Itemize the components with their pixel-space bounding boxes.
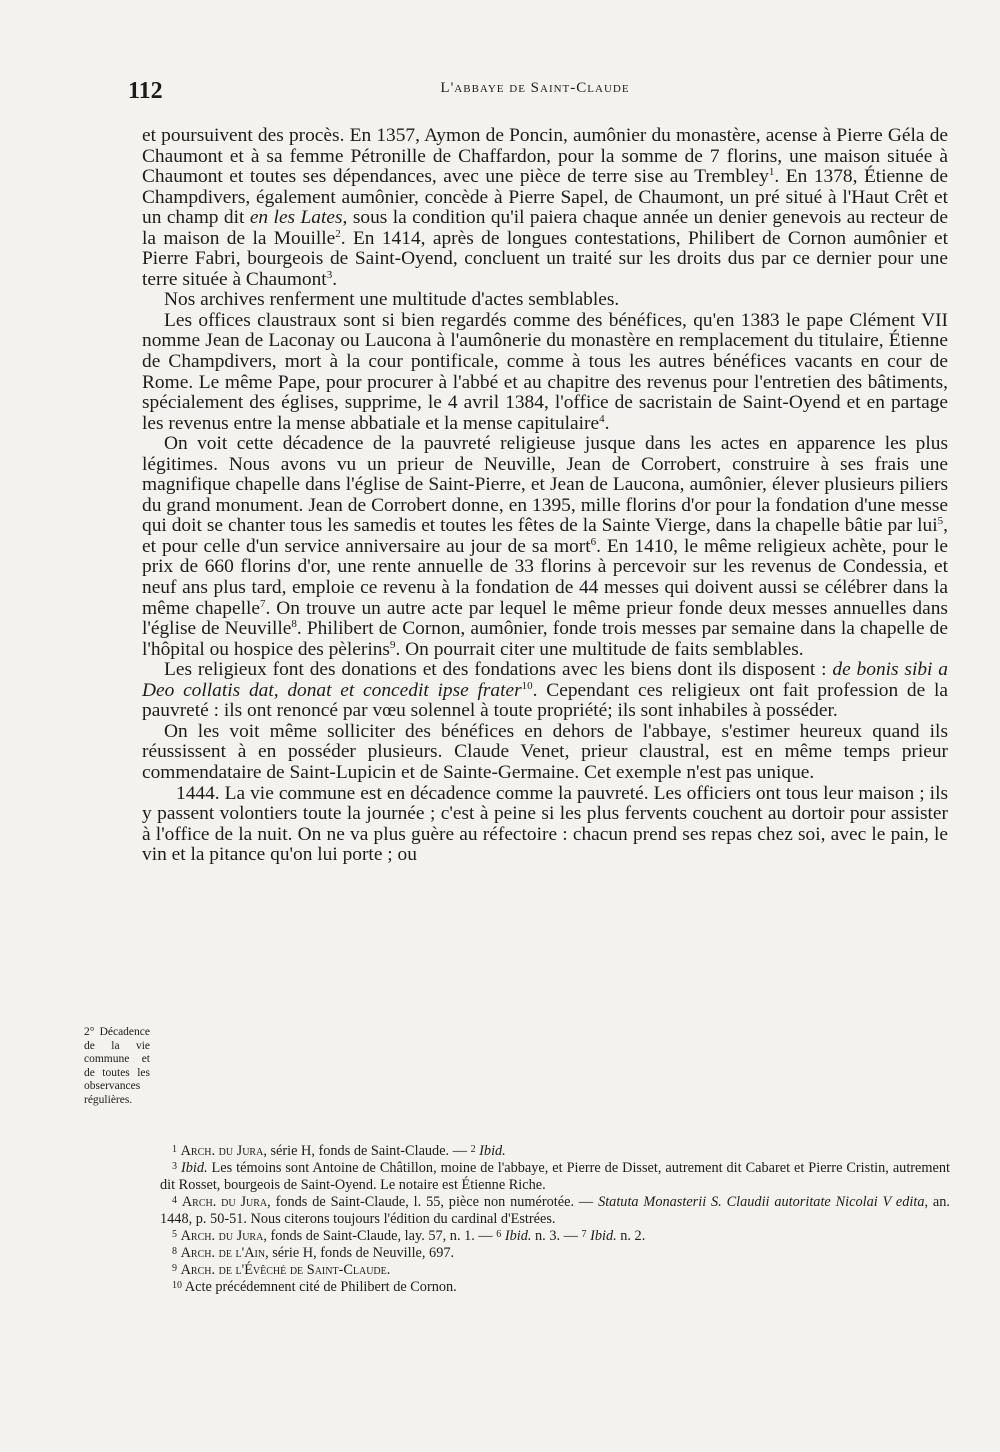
footnote-10-text: Acte précédemnent cité de Philibert de Cornon. [184,1279,457,1295]
footnote-4 [160,1194,950,1228]
footnote-4-title: Statuta Monasterii S. Claudii autoritate Nicolai V edita [598,1194,925,1210]
footnote-ref-8: 8 [291,618,297,631]
footnote-5-number: 5 [172,1229,177,1240]
margin-note: 2° Décadence de la vie commune et de toutes les observances régulières. [84,1026,150,1106]
footnote-7-text: n. 2. [616,1228,646,1244]
footnote-7-ibid: Ibid. [590,1228,617,1244]
footnote-9-number: 9 [172,1263,177,1274]
footnote-5-archive: Arch. du Jura [180,1228,264,1244]
footnote-1-number: 1 [172,1144,177,1155]
footnote-4-text-b: , an. 1448, p. 50-51. Nous citerons toujours l'édition du cardinal d'Estrées. [160,1194,951,1227]
footnote-8-number: 8 [172,1246,177,1257]
footnote-1 [160,1143,950,1160]
footnote-7-number: 7 [581,1229,587,1240]
footnote-10-number: 10 [172,1280,182,1291]
body-text [142,126,948,866]
p4-text-b: , et pour celle d'un service anniversaire au jour de sa mort [142,515,948,557]
p4-text-c: . En 1410, le même religieux achète, pour le prix de 660 florins d'or, une rente annuelle de 33 florins à percevoir sur les revenus de Condessia, et neuf ans plus tard, emploie ce revenu à la fondation de 44 messes qui doivent aussi se célébrer dans la même chapelle [142,535,948,619]
footnote-1-archive: Arch. du Jura [180,1143,264,1159]
p4-text-f: . On pourrait citer une multitude de faits semblables. [395,638,804,660]
footnote-5 [160,1228,950,1245]
paragraph-1 [142,126,948,290]
footnote-6-text: n. 3. — [531,1228,582,1244]
footnote-8-text: , série H, fonds de Neuville, 697. [265,1245,455,1261]
p1-text-c: , sous la condition qu'il paiera chaque année un denier genevois au recteur de la maison de la Mouille [142,207,948,249]
p3-text-a: Les offices claustraux sont si bien regardés comme des bénéfices, qu'en 1383 le pape Clément VII nomme Jean de Laconay ou Laucona à l'aumônerie du monastère en remplacement du titulaire, Étienne de Champdivers, mort à la cour pontificale, comme à tous les autres bénéfices vacants en cour de Rome. Le même Pape, pour procurer à l'abbé et au chapitre des revenus pour l'entretien des bâtiments, spécialement des églises, supprime, le 4 avril 1384, l'office de sacristain de Saint-Oyend et en partage les revenus entre la mense abbatiale et la mense capitulaire [142,309,948,434]
footnote-2-ibid: Ibid. [479,1143,506,1159]
footnote-5-text-a: , fonds de Saint-Claude, lay. 57, n. 1. — [263,1228,497,1244]
footnote-3 [160,1160,950,1194]
footnote-1-text: , série H, fonds de Saint-Claude. — [263,1143,471,1159]
p5-text-a: Les religieux font des donations et des fondations avec les biens dont ils disposent : [164,659,833,681]
p5-text-b: . Cependant ces religieux ont fait profession de la pauvreté : ils ont renoncé par vœu solennel à toute propriété; ils sont inhabiles à posséder. [142,679,948,722]
page-number: 112 [128,78,163,104]
footnote-ref-5: 5 [937,515,944,528]
footnote-4-archive: Arch. du Jura [181,1194,268,1210]
running-head [360,80,710,97]
p5-latin-quote: de bonis sibi a Deo collatis dat, donat et concedit ipse frater [142,659,948,701]
p1-text-b: . En 1378, Étienne de Champdivers, également aumônier, concède à Pierre Sapel, de Chaumont, un pré situé à l'Haut Crêt et un champ dit [142,166,949,229]
footnote-9 [160,1262,950,1279]
footnote-10 [160,1279,950,1296]
p1-text-d: . En 1414, après de longues contestations, Philibert de Cornon aumônier et Pierre Fabri, bourgeois de Saint-Oyend, concluent un traité sur les droits dus par ce dernier pour une terre située à Chaumont [142,227,948,290]
running-head-text: L'abbaye de Saint-Claude [440,80,630,96]
p4-text-a: On voit cette décadence de la pauvreté religieuse jusque dans les actes en apparence les plus légitimes. Nous avons vu un prieur de Neuville, Jean de Corrobert, construire à ses frais une magnifique chapelle dans l'église de Saint-Pierre, et Jean de Laucona, aumônier, élever plusieurs piliers du grand monument. Jean de Corrobert donne, en 1395, mille florins d'or pour la fondation d'une messe qui doit se chanter tous les samedis et toutes les fêtes de la Sainte Vierge, dans la chapelle bâtie par lui [142,433,948,537]
footnote-4-number: 4 [172,1195,177,1206]
footnote-3-text: Les témoins sont Antoine de Châtillon, moine de l'abbaye, et Pierre de Disset, autrement dit Cabaret et Pierre Cristin, autrement dit Rosset, bourgeois de Saint-Oyend. Le notaire est Étienne Riche. [160,1160,950,1193]
footnote-ref-6: 6 [590,535,597,548]
footnote-2-number: 2 [470,1144,476,1155]
footnote-ref-1: 1 [768,166,775,179]
footnote-3-number: 3 [172,1161,177,1172]
footnote-ref-2: 2 [335,227,341,240]
footnote-ref-4: 4 [599,412,605,425]
footnote-ref-9: 9 [389,638,396,651]
paragraph-3 [142,311,948,434]
footnotes [160,1143,950,1296]
paragraph-5 [142,660,948,722]
p1-italic: en les Lates [249,207,343,229]
footnote-9-text: . [386,1262,391,1278]
paragraph-4 [142,434,948,660]
footnote-6-ibid: Ibid. [504,1228,532,1244]
footnote-8 [160,1245,950,1262]
p4-text-e: . Philibert de Cornon, aumônier, fonde trois messes par semaine dans la chapelle de l'hôpital ou hospice des pèlerins [142,618,948,660]
footnote-8-archive: Arch. de l'Ain [180,1245,266,1261]
p1-text-a: et poursuivent des procès. En 1357, Aymon de Poncin, aumônier du monastère, acense à Pierre Géla de Chaumont et à sa femme Pétronille de Chaffardon, pour la somme de 7 florins, une maison située à Chaumont et toutes ses dépendances, avec une pièce de terre sise au Trembley [142,125,948,188]
footnote-4-text-a: , fonds de Saint-Claude, l. 55, pièce non numérotée. — [267,1194,599,1210]
p1-text-e: . [332,268,338,290]
footnote-6-number: 6 [496,1229,502,1240]
footnote-9-archive: Arch. de l'Évêché de Saint-Claude [180,1262,387,1278]
paragraph-2: Nos archives renferment une multitude d'actes semblables. [164,289,620,311]
paragraph-6: On les voit même solliciter des bénéfices en dehors de l'abbaye, s'estimer heureux quand ils réussissent à en posséder plusieurs. Claude Venet, prieur claustral, est en même temps prieur commendataire de Saint-Lupicin et de Sainte-Germaine. Cet exemple n'est pas unique. [142,720,948,783]
footnote-ref-3: 3 [326,268,333,281]
p4-text-d: . On trouve un autre acte par lequel le même prieur fonde deux messes annuelles dans l'église de Neuville [142,597,948,640]
p3-text-b: . [604,412,610,434]
footnote-3-ibid: Ibid. [180,1160,208,1176]
footnote-ref-7: 7 [259,597,266,610]
footnote-ref-10: 10 [521,679,533,692]
paragraph-7: 1444. La vie commune est en décadence comme la pauvreté. Les officiers ont tous leur maison ; ils y passent volontiers toute la journée ; c'est à peine si les plus fervents couchent au dortoir pour assister à l'office de la nuit. On ne va plus guère au réfectoire : chacun prend ses repas chez soi, avec le pain, le vin et la pitance qu'on lui porte ; ou [142,782,948,866]
